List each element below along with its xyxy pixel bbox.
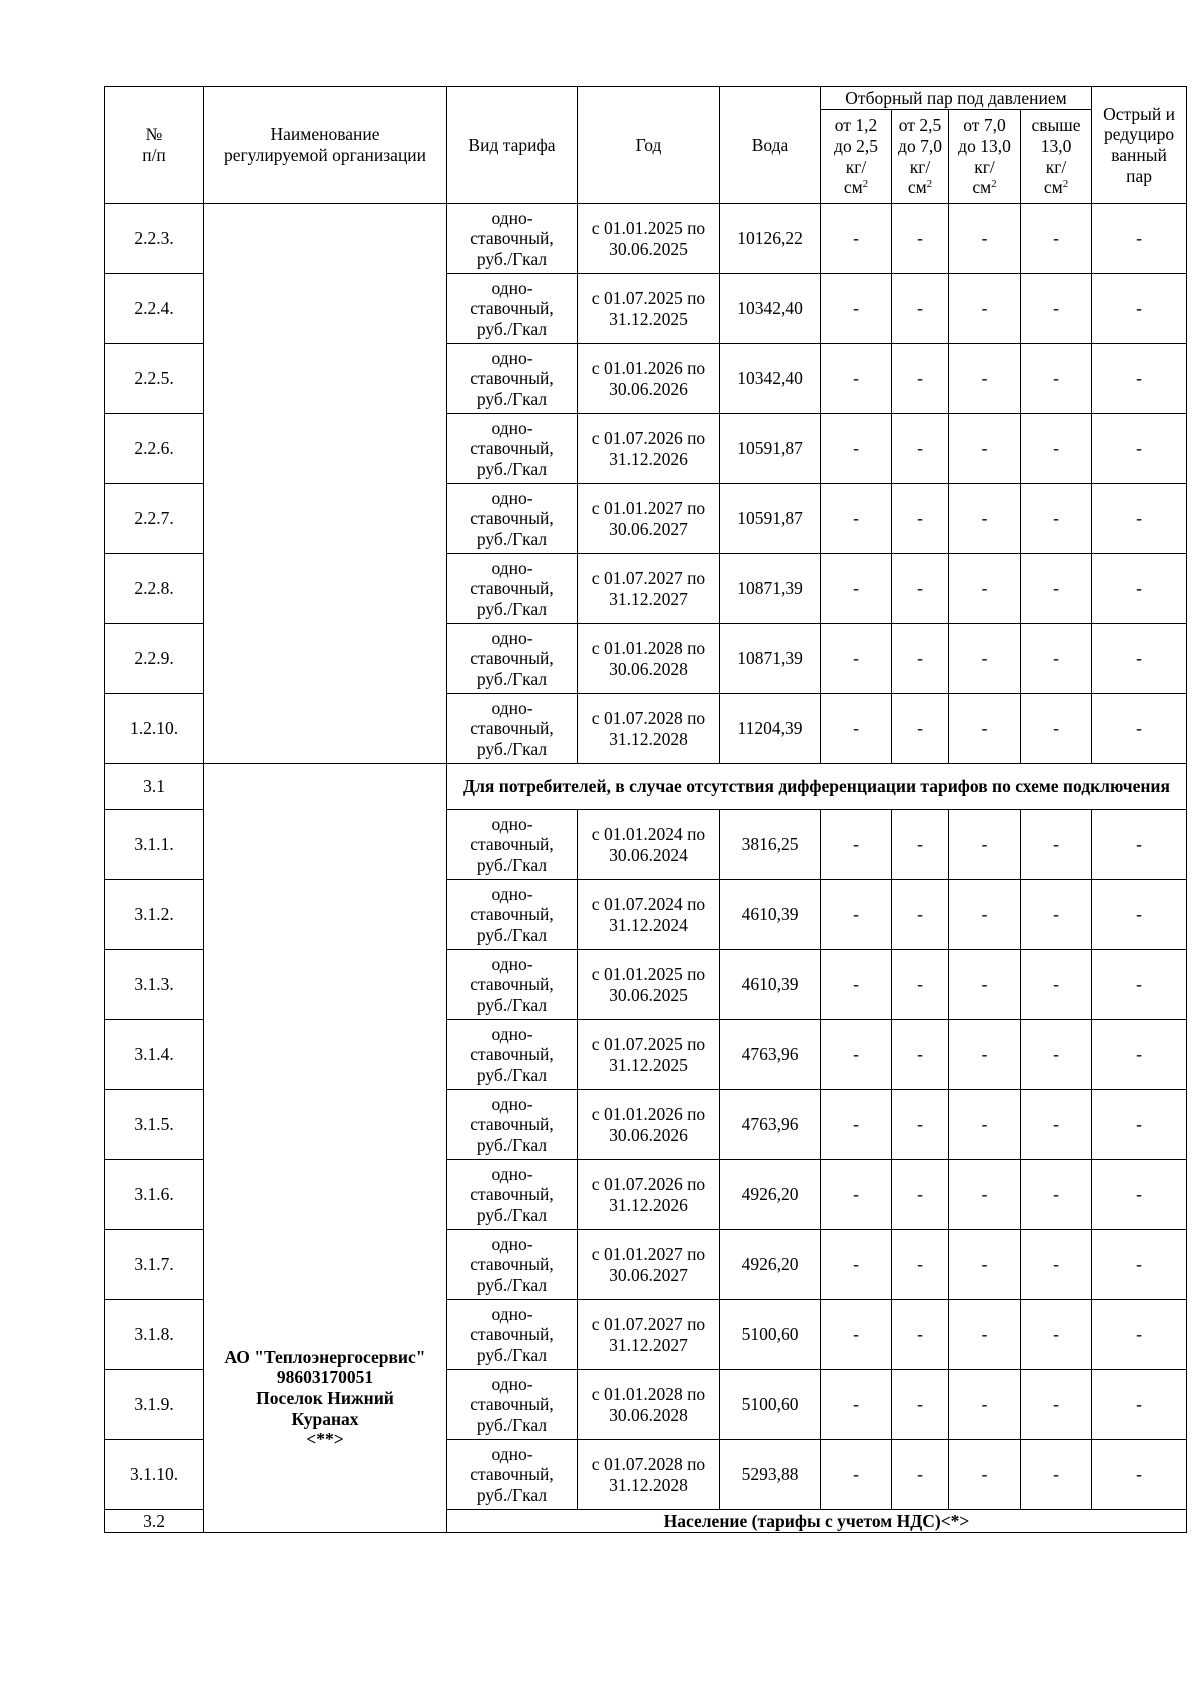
period-label: с 01.01.2027 по 30.06.2027 (591, 497, 706, 539)
org-name: АО "Теплоэнергосервис" 98603170051 Поселок Нижний Куранах <**> (224, 1346, 426, 1450)
tariff-type-label: одно- ставочный, руб./Гкал (470, 207, 554, 269)
pressure-3-value: - (949, 1020, 1021, 1090)
header-num: № п/п (105, 87, 204, 204)
pressure-2-value: - (892, 694, 949, 764)
row-number: 2.2.5. (105, 344, 204, 414)
water-value: 5100,60 (720, 1370, 821, 1440)
period-cell (578, 1020, 720, 1090)
tariff-type-cell (447, 950, 578, 1020)
water-value: 4610,39 (720, 880, 821, 950)
sharp-steam-value: - (1092, 1370, 1187, 1440)
pressure-3-value: - (949, 880, 1021, 950)
period-cell (578, 1440, 720, 1510)
pressure-2-value: - (892, 1160, 949, 1230)
pressure-2-value: - (892, 950, 949, 1020)
period-label: с 01.07.2027 по 31.12.2027 (591, 1313, 706, 1355)
sharp-steam-value: - (1092, 810, 1187, 880)
pressure-4-value: - (1021, 1160, 1092, 1230)
tariff-type-label: одно- ставочный, руб./Гкал (470, 487, 554, 549)
period-label: с 01.07.2028 по 31.12.2028 (591, 707, 706, 749)
pressure-2-value: - (892, 1020, 949, 1090)
row-number: 1.2.10. (105, 694, 204, 764)
pressure-1-value: - (821, 204, 892, 274)
pressure-1-value: - (821, 694, 892, 764)
pressure-1-value: - (821, 1440, 892, 1510)
water-value: 4763,96 (720, 1090, 821, 1160)
tariff-type-label: одно- ставочный, руб./Гкал (470, 1443, 554, 1505)
pressure-2-value: - (892, 1440, 949, 1510)
period-cell (578, 1090, 720, 1160)
org-cell (204, 764, 447, 1533)
pressure-2-value: - (892, 1300, 949, 1370)
row-number: 2.2.3. (105, 204, 204, 274)
period-cell (578, 1370, 720, 1440)
water-value: 11204,39 (720, 694, 821, 764)
period-label: с 01.01.2026 по 30.06.2026 (591, 357, 706, 399)
header-pressure-3 (949, 110, 1021, 204)
tariff-type-label: одно- ставочный, руб./Гкал (470, 627, 554, 689)
period-cell (578, 950, 720, 1020)
sharp-steam-value: - (1092, 1090, 1187, 1160)
period-cell (578, 624, 720, 694)
tariff-type-label: одно- ставочный, руб./Гкал (470, 1303, 554, 1365)
header-water: Вода (720, 87, 821, 204)
header-pressure-2 (892, 110, 949, 204)
row-number: 2.2.8. (105, 554, 204, 624)
pressure-3-value: - (949, 414, 1021, 484)
pressure-1-value: - (821, 1300, 892, 1370)
header-tariff-type: Вид тарифа (447, 87, 578, 204)
water-value: 4610,39 (720, 950, 821, 1020)
tariff-type-cell (447, 484, 578, 554)
pressure-4-value: - (1021, 344, 1092, 414)
pressure-2-value: - (892, 554, 949, 624)
sharp-steam-value: - (1092, 1300, 1187, 1370)
water-value: 4926,20 (720, 1160, 821, 1230)
period-label: с 01.01.2028 по 30.06.2028 (591, 637, 706, 679)
period-label: с 01.07.2024 по 31.12.2024 (591, 893, 706, 935)
tariff-type-cell (447, 694, 578, 764)
row-number: 3.1.4. (105, 1020, 204, 1090)
pressure-2-value: - (892, 1090, 949, 1160)
period-cell (578, 1230, 720, 1300)
pressure-2-value: - (892, 1230, 949, 1300)
pressure-3-value: - (949, 950, 1021, 1020)
pressure-4-value: - (1021, 950, 1092, 1020)
water-value: 10591,87 (720, 484, 821, 554)
sharp-steam-value: - (1092, 1440, 1187, 1510)
header-year: Год (578, 87, 720, 204)
unit-cm: см (907, 177, 927, 198)
sharp-steam-value: - (1092, 344, 1187, 414)
unit-cm: см (1043, 177, 1063, 198)
period-cell (578, 1300, 720, 1370)
period-cell (578, 414, 720, 484)
header-pressure-1-label: от 1,2 до 2,5 кг/ (834, 115, 878, 177)
row-number: 2.2.9. (105, 624, 204, 694)
period-cell (578, 204, 720, 274)
period-label: с 01.01.2026 по 30.06.2026 (591, 1103, 706, 1145)
pressure-4-value: - (1021, 624, 1092, 694)
header-row-1 (105, 87, 1187, 110)
row-number: 3.1.2. (105, 880, 204, 950)
pressure-3-value: - (949, 204, 1021, 274)
unit-cm: см (843, 177, 863, 198)
tariff-type-label: одно- ставочный, руб./Гкал (470, 277, 554, 339)
period-label: с 01.07.2025 по 31.12.2025 (591, 1033, 706, 1075)
pressure-1-value: - (821, 274, 892, 344)
tariff-type-label: одно- ставочный, руб./Гкал (470, 347, 554, 409)
section-row-3-1 (105, 764, 1187, 810)
tariff-type-label: одно- ставочный, руб./Гкал (470, 883, 554, 945)
header-pressure-3-label: от 7,0 до 13,0 кг/ (958, 115, 1011, 177)
pressure-4-value: - (1021, 810, 1092, 880)
pressure-4-value: - (1021, 484, 1092, 554)
period-label: с 01.01.2025 по 30.06.2025 (591, 963, 706, 1005)
period-label: с 01.07.2025 по 31.12.2025 (591, 287, 706, 329)
row-number: 3.1.10. (105, 1440, 204, 1510)
pressure-2-value: - (892, 344, 949, 414)
tariff-type-cell (447, 1300, 578, 1370)
pressure-1-value: - (821, 344, 892, 414)
pressure-1-value: - (821, 880, 892, 950)
pressure-4-value: - (1021, 1230, 1092, 1300)
header-pressure-1 (821, 110, 892, 204)
period-label: с 01.07.2026 по 31.12.2026 (591, 427, 706, 469)
header-org: Наименование регулируемой организации (204, 87, 447, 204)
sharp-steam-value: - (1092, 1020, 1187, 1090)
row-number: 3.1.5. (105, 1090, 204, 1160)
pressure-3-value: - (949, 554, 1021, 624)
period-cell (578, 484, 720, 554)
row-number: 3.1.9. (105, 1370, 204, 1440)
sharp-steam-value: - (1092, 274, 1187, 344)
pressure-2-value: - (892, 274, 949, 344)
pressure-1-value: - (821, 1230, 892, 1300)
row-number: 2.2.7. (105, 484, 204, 554)
section-number: 3.1 (105, 764, 204, 810)
tariff-type-cell (447, 1020, 578, 1090)
sharp-steam-value: - (1092, 414, 1187, 484)
row-number: 3.1.1. (105, 810, 204, 880)
tariff-table (104, 86, 1187, 1533)
period-label: с 01.01.2028 по 30.06.2028 (591, 1383, 706, 1425)
pressure-4-value: - (1021, 554, 1092, 624)
pressure-4-value: - (1021, 1090, 1092, 1160)
row-number: 3.1.8. (105, 1300, 204, 1370)
water-value: 10591,87 (720, 414, 821, 484)
pressure-1-value: - (821, 554, 892, 624)
row-number: 2.2.4. (105, 274, 204, 344)
period-label: с 01.01.2025 по 30.06.2025 (591, 217, 706, 259)
pressure-1-value: - (821, 624, 892, 694)
tariff-type-cell (447, 624, 578, 694)
pressure-4-value: - (1021, 414, 1092, 484)
header-pressure-4 (1021, 110, 1092, 204)
pressure-1-value: - (821, 1370, 892, 1440)
water-value: 4763,96 (720, 1020, 821, 1090)
tariff-type-label: одно- ставочный, руб./Гкал (470, 813, 554, 875)
sharp-steam-value: - (1092, 624, 1187, 694)
pressure-3-value: - (949, 810, 1021, 880)
unit-sup: 2 (862, 178, 869, 191)
tariff-type-label: одно- ставочный, руб./Гкал (470, 557, 554, 619)
tariff-type-cell (447, 1090, 578, 1160)
tariff-type-cell (447, 344, 578, 414)
pressure-2-value: - (892, 414, 949, 484)
pressure-3-value: - (949, 1440, 1021, 1510)
period-cell (578, 880, 720, 950)
period-cell (578, 554, 720, 624)
header-pressure-2-label: от 2,5 до 7,0 кг/ (898, 115, 942, 177)
header-pressure-4-label: свыше 13,0 кг/ (1031, 115, 1081, 177)
tariff-type-label: одно- ставочный, руб./Гкал (470, 417, 554, 479)
pressure-3-value: - (949, 274, 1021, 344)
unit-sup: 2 (1062, 178, 1069, 191)
pressure-2-value: - (892, 810, 949, 880)
pressure-4-value: - (1021, 1020, 1092, 1090)
period-label: с 01.01.2024 по 30.06.2024 (591, 823, 706, 865)
period-cell (578, 274, 720, 344)
pressure-3-value: - (949, 484, 1021, 554)
water-value: 10126,22 (720, 204, 821, 274)
row-number: 3.1.7. (105, 1230, 204, 1300)
pressure-3-value: - (949, 1160, 1021, 1230)
row-number: 2.2.6. (105, 414, 204, 484)
sharp-steam-value: - (1092, 880, 1187, 950)
sharp-steam-value: - (1092, 1160, 1187, 1230)
sharp-steam-value: - (1092, 204, 1187, 274)
pressure-3-value: - (949, 624, 1021, 694)
pressure-4-value: - (1021, 1440, 1092, 1510)
period-label: с 01.07.2026 по 31.12.2026 (591, 1173, 706, 1215)
pressure-3-value: - (949, 1230, 1021, 1300)
water-value: 3816,25 (720, 810, 821, 880)
tariff-type-cell (447, 1160, 578, 1230)
pressure-1-value: - (821, 810, 892, 880)
pressure-3-value: - (949, 1300, 1021, 1370)
pressure-4-value: - (1021, 880, 1092, 950)
sharp-steam-value: - (1092, 484, 1187, 554)
sharp-steam-value: - (1092, 1230, 1187, 1300)
pressure-4-value: - (1021, 204, 1092, 274)
pressure-4-value: - (1021, 1300, 1092, 1370)
pressure-2-value: - (892, 204, 949, 274)
row-number: 3.1.3. (105, 950, 204, 1020)
pressure-1-value: - (821, 1020, 892, 1090)
tariff-type-label: одно- ставочный, руб./Гкал (470, 1093, 554, 1155)
tariff-type-cell (447, 274, 578, 344)
pressure-3-value: - (949, 694, 1021, 764)
tariff-type-label: одно- ставочный, руб./Гкал (470, 1373, 554, 1435)
tariff-type-cell (447, 880, 578, 950)
section-title: Население (тарифы с учетом НДС)<*> (447, 1510, 1187, 1533)
pressure-2-value: - (892, 624, 949, 694)
water-value: 10342,40 (720, 274, 821, 344)
period-label: с 01.01.2027 по 30.06.2027 (591, 1243, 706, 1285)
unit-cm: см (972, 177, 992, 198)
pressure-2-value: - (892, 1370, 949, 1440)
sharp-steam-value: - (1092, 694, 1187, 764)
row-number: 3.1.6. (105, 1160, 204, 1230)
pressure-3-value: - (949, 344, 1021, 414)
tariff-type-cell (447, 1370, 578, 1440)
period-label: с 01.07.2027 по 31.12.2027 (591, 567, 706, 609)
pressure-1-value: - (821, 1090, 892, 1160)
section-title: Для потребителей, в случае отсутствия дифференциации тарифов по схеме подключения (447, 764, 1187, 810)
period-cell (578, 810, 720, 880)
tariff-type-label: одно- ставочный, руб./Гкал (470, 697, 554, 759)
water-value: 4926,20 (720, 1230, 821, 1300)
water-value: 10871,39 (720, 624, 821, 694)
tariff-type-cell (447, 204, 578, 274)
period-cell (578, 344, 720, 414)
sharp-steam-value: - (1092, 554, 1187, 624)
pressure-3-value: - (949, 1090, 1021, 1160)
section-number: 3.2 (105, 1510, 204, 1533)
pressure-4-value: - (1021, 274, 1092, 344)
tariff-type-cell (447, 1230, 578, 1300)
org-cell (204, 204, 447, 764)
unit-sup: 2 (991, 178, 997, 191)
tariff-type-cell (447, 810, 578, 880)
period-cell (578, 1160, 720, 1230)
pressure-1-value: - (821, 950, 892, 1020)
tariff-type-cell (447, 554, 578, 624)
pressure-2-value: - (892, 484, 949, 554)
water-value: 5293,88 (720, 1440, 821, 1510)
unit-sup: 2 (926, 178, 933, 191)
pressure-1-value: - (821, 484, 892, 554)
pressure-4-value: - (1021, 1370, 1092, 1440)
water-value: 10871,39 (720, 554, 821, 624)
period-label: с 01.07.2028 по 31.12.2028 (591, 1453, 706, 1495)
header-sharp-steam: Острый и редуциро ванный пар (1092, 87, 1187, 204)
pressure-1-value: - (821, 1160, 892, 1230)
tariff-type-label: одно- ставочный, руб./Гкал (470, 1163, 554, 1225)
pressure-1-value: - (821, 414, 892, 484)
water-value: 5100,60 (720, 1300, 821, 1370)
water-value: 10342,40 (720, 344, 821, 414)
table-row (105, 204, 1187, 274)
header-steam-group: Отборный пар под давлением (821, 87, 1092, 110)
period-cell (578, 694, 720, 764)
tariff-type-cell (447, 1440, 578, 1510)
tariff-type-label: одно- ставочный, руб./Гкал (470, 953, 554, 1015)
pressure-3-value: - (949, 1370, 1021, 1440)
pressure-4-value: - (1021, 694, 1092, 764)
tariff-type-label: одно- ставочный, руб./Гкал (470, 1233, 554, 1295)
sharp-steam-value: - (1092, 950, 1187, 1020)
tariff-type-cell (447, 414, 578, 484)
tariff-type-label: одно- ставочный, руб./Гкал (470, 1023, 554, 1085)
pressure-2-value: - (892, 880, 949, 950)
